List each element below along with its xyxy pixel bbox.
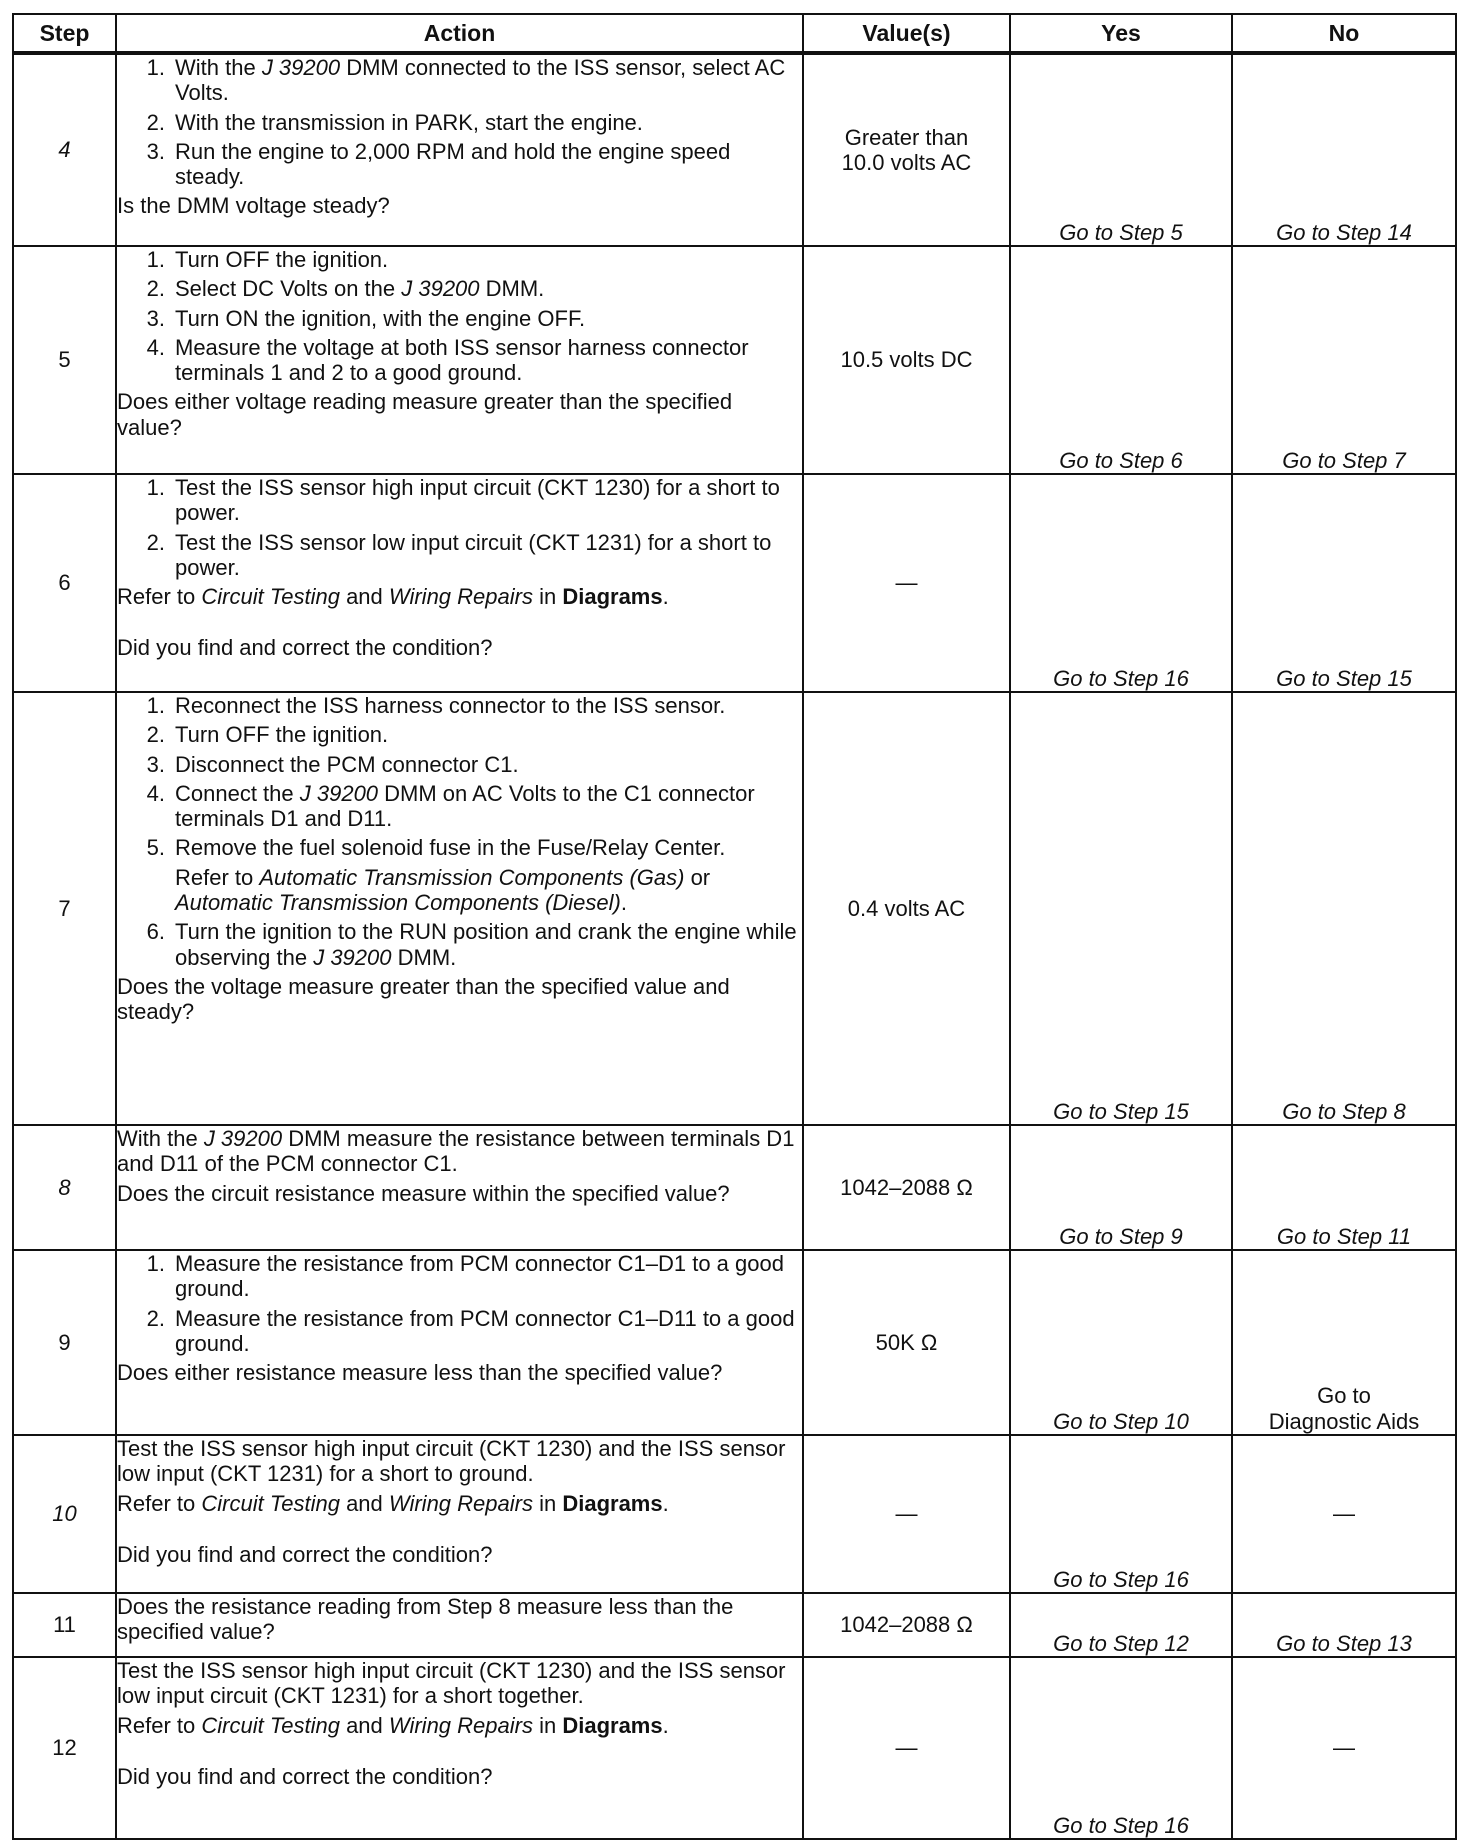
- header-action: Action: [116, 14, 803, 53]
- list-item: 1. Reconnect the ISS harness connector to the ISS sensor.: [146, 693, 726, 718]
- value-text: 0.4 volts AC: [803, 692, 1010, 1125]
- table-row: [13, 246, 1456, 474]
- action-cell: [116, 1250, 803, 1435]
- action-cell: [116, 246, 803, 474]
- list-item: 2. Measure the resistance from PCM connector C1–D11 to a good ground.: [146, 1305, 795, 1356]
- yes-link[interactable]: Go to Step 9: [1010, 1125, 1232, 1250]
- question-text: Does the voltage measure greater than the specified value and steady?: [117, 973, 730, 1025]
- list-item: 1. Measure the resistance from PCM connector C1–D1 to a good ground.: [146, 1251, 784, 1302]
- no-link[interactable]: Go to Step 13: [1232, 1593, 1456, 1657]
- table-row: [13, 53, 1456, 246]
- action-cell: [116, 474, 803, 692]
- no-link[interactable]: Go to Step 7: [1232, 246, 1456, 474]
- list-item: 3. Disconnect the PCM connector C1.: [146, 751, 519, 777]
- no-link[interactable]: Go to Step 8: [1232, 692, 1456, 1125]
- step-number: 11: [13, 1593, 116, 1657]
- refer-text: Refer to Automatic Transmission Components (Gas) or Automatic Transmission Components (Diesel).: [175, 864, 711, 916]
- table-row: [13, 1593, 1456, 1657]
- yes-link[interactable]: Go to Step 12: [1010, 1593, 1232, 1657]
- value-text: Greater than 10.0 volts AC: [841, 124, 972, 175]
- step-number: 4: [13, 53, 116, 246]
- refer-text: Refer to Circuit Testing and Wiring Repairs in Diagrams.: [117, 584, 669, 610]
- step-number: 5: [13, 246, 116, 474]
- question-text: Does the circuit resistance measure within the specified value?: [117, 1180, 730, 1206]
- tool-ref: J 39200: [203, 1126, 283, 1151]
- no-link[interactable]: Go to Step 11: [1232, 1125, 1456, 1250]
- yes-link[interactable]: Go to Step 16: [1010, 474, 1232, 692]
- list-item: 2. Turn OFF the ignition.: [146, 722, 389, 748]
- list-item: 1. Turn OFF the ignition.: [146, 247, 389, 272]
- refer-text: Refer to Circuit Testing and Wiring Repairs in Diagrams.: [117, 1712, 669, 1738]
- no-link[interactable]: Go to Step 14: [1232, 53, 1456, 246]
- value-text: 10.5 volts DC: [803, 246, 1010, 474]
- yes-link[interactable]: Go to Step 10: [1010, 1250, 1232, 1435]
- table-row: [13, 1657, 1456, 1839]
- yes-link[interactable]: Go to Step 6: [1010, 246, 1232, 474]
- no-link[interactable]: Go to Step 15: [1232, 474, 1456, 692]
- header-yes: Yes: [1010, 14, 1232, 53]
- header-step: Step: [13, 14, 116, 53]
- question-text: Is the DMM voltage steady?: [117, 193, 390, 219]
- action-text: Test the ISS sensor high input circuit (CKT 1230) and the ISS sensor low input (CKT 1231) for a short to ground.: [117, 1436, 786, 1487]
- yes-link[interactable]: Go to Step 15: [1010, 692, 1232, 1125]
- tool-ref: J 39200: [261, 55, 341, 80]
- value-cell: [803, 53, 1010, 246]
- list-item: 6. Turn the ignition to the RUN position and crank the engine while observing the J 39200 DMM.: [146, 919, 797, 970]
- table-row: [13, 1435, 1456, 1593]
- diagnostic-table: [12, 13, 1457, 1840]
- list-item: 5. Remove the fuel solenoid fuse in the Fuse/Relay Center.: [146, 835, 726, 861]
- tool-ref: J 39200: [313, 944, 392, 970]
- action-cell: [116, 692, 803, 1125]
- table-row: [13, 1250, 1456, 1435]
- table-row: [13, 692, 1456, 1125]
- step-number: 7: [13, 692, 116, 1125]
- action-cell: [116, 1657, 803, 1839]
- question-text: Did you find and correct the condition?: [117, 635, 493, 661]
- tool-ref: J 39200: [299, 780, 379, 806]
- value-text: 50K Ω: [803, 1250, 1010, 1435]
- header-no: No: [1232, 14, 1456, 53]
- action-cell: [116, 1593, 803, 1657]
- step-number: 10: [13, 1435, 116, 1593]
- list-item: 4. Connect the J 39200 DMM on AC Volts to the C1 connector terminals D1 and D11.: [146, 780, 755, 832]
- step-number: 9: [13, 1250, 116, 1435]
- list-item: 3. Run the engine to 2,000 RPM and hold the engine speed steady.: [146, 138, 731, 190]
- value-text: 1042–2088 Ω: [803, 1125, 1010, 1250]
- list-item: 4. Measure the voltage at both ISS sensor harness connector terminals 1 and 2 to a good ground.: [146, 334, 749, 386]
- yes-link[interactable]: Go to Step 16: [1010, 1657, 1232, 1839]
- list-item: 1. Test the ISS sensor high input circuit (CKT 1230) for a short to power.: [146, 475, 780, 526]
- table-row: [13, 474, 1456, 692]
- no-value: —: [1232, 1657, 1456, 1839]
- refer-text: Refer to Circuit Testing and Wiring Repairs in Diagrams.: [117, 1490, 669, 1516]
- list-item: 3. Turn ON the ignition, with the engine OFF.: [146, 305, 586, 331]
- question-text: Does either voltage reading measure greater than the specified value?: [117, 389, 733, 440]
- table-row: [13, 1125, 1456, 1250]
- tool-ref: J 39200: [401, 276, 480, 302]
- list-item: 2. Select DC Volts on the J 39200 DMM.: [146, 276, 545, 302]
- value-text: —: [803, 1657, 1010, 1839]
- action-cell: [116, 1125, 803, 1250]
- value-text: —: [803, 474, 1010, 692]
- action-cell: [116, 53, 803, 246]
- question-text: Did you find and correct the condition?: [117, 1541, 493, 1567]
- yes-link[interactable]: Go to Step 5: [1010, 53, 1232, 246]
- step-number: 8: [13, 1125, 116, 1250]
- list-item: 1. With the J 39200 DMM connected to the ISS sensor, select AC Volts.: [146, 55, 786, 106]
- header-row: [13, 14, 1456, 53]
- value-text: —: [803, 1435, 1010, 1593]
- action-text: With the J 39200 DMM measure the resistance between terminals D1 and D11 of the PCM connector C1.: [117, 1126, 795, 1177]
- step-number: 12: [13, 1657, 116, 1839]
- yes-link[interactable]: Go to Step 16: [1010, 1435, 1232, 1593]
- action-text: Test the ISS sensor high input circuit (CKT 1230) and the ISS sensor low input circuit (CKT 1231) for a short together.: [117, 1658, 786, 1709]
- step-number: 6: [13, 474, 116, 692]
- value-text: 1042–2088 Ω: [803, 1593, 1010, 1657]
- question-text: Does either resistance measure less than the specified value?: [117, 1360, 723, 1386]
- header-values: Value(s): [803, 14, 1010, 53]
- no-link[interactable]: Go to Diagnostic Aids: [1232, 1250, 1456, 1435]
- list-item: 2. With the transmission in PARK, start the engine.: [146, 109, 643, 135]
- no-value: —: [1232, 1435, 1456, 1593]
- question-text: Did you find and correct the condition?: [117, 1763, 493, 1789]
- question-text: Does the resistance reading from Step 8 measure less than the specified value?: [117, 1594, 734, 1645]
- action-cell: [116, 1435, 803, 1593]
- list-item: 2. Test the ISS sensor low input circuit (CKT 1231) for a short to power.: [146, 529, 772, 580]
